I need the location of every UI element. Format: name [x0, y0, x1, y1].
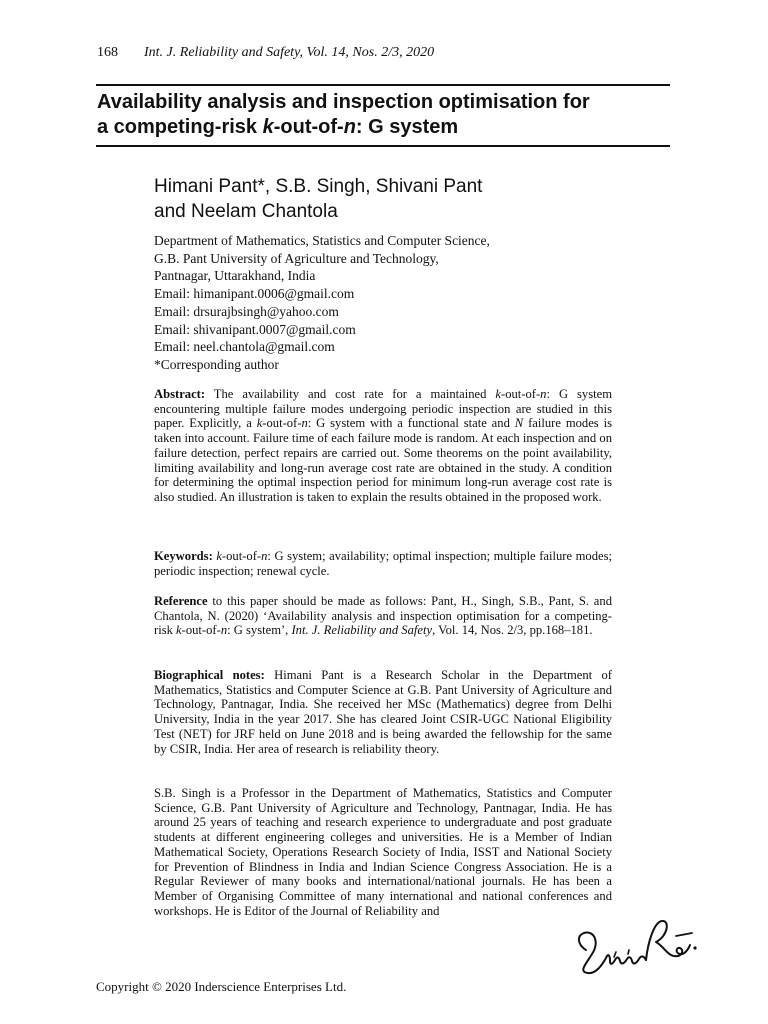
reference-citation: Reference to this paper should be made as follows: Pant, H., Singh, S.B., Pant, S. and Chantola, N. (2020) ‘Availability analysis and inspection optimisation for a competing-risk k-out-of-n: G system’, Int. J. Reliability and Safety, Vol. 14, Nos. 2/3, pp.168–181.: [154, 594, 612, 638]
page-number: 168: [97, 45, 118, 60]
author-email: Email: himanipant.0006@gmail.com: [154, 286, 355, 302]
bio-label: Biographical notes:: [154, 668, 265, 682]
biographical-notes: Biographical notes: Himani Pant is a Research Scholar in the Department of Mathematics, Statistics and Computer Science at G.B. Pant University of Agriculture and Technology, Pantnagar, India. She received her MSc (Mathematics) degree from Delhi University, India in the year 2017. She has cleared Joint CSIR-UGC National Eligibility Test (NET) for JRF held on June 2018 and is being awarded the fellowship for the same by CSIR, India. Her area of research is reliability theory.: [154, 668, 612, 756]
biographical-notes-continued: S.B. Singh is a Professor in the Department of Mathematics, Statistics and Computer Science, G.B. Pant University of Agriculture and Technology, Pantnagar, India. He has around 25 years of teaching and research experience to undergraduate and post graduate students at different engineering colleges and universities. He is a Member of Indian Mathematical Society, Operations Research Society of India, ISST and National Society for Prevention of Blindness in India and Indian Science Congress Association. He is a Regular Reviewer of many books and international/national journals. He has been a Member of Organising Committee of many international and national conferences and workshops. He is Editor of the Journal of Reliability and: [154, 786, 612, 918]
author-email: Email: neel.chantola@gmail.com: [154, 339, 335, 355]
author-list: Himani Pant*, S.B. Singh, Shivani Pant and Neelam Chantola: [154, 176, 483, 222]
running-head: [97, 45, 434, 61]
author-email: Email: shivanipant.0007@gmail.com: [154, 321, 356, 337]
paper-title: Availability analysis and inspection optimisation for a competing-risk k-out-of-n: G system: [97, 91, 590, 138]
affiliation-department: Department of Mathematics, Statistics and Computer Science,: [154, 233, 490, 248]
corresponding-author-note: *Corresponding author: [154, 356, 279, 372]
handwritten-signature: [572, 912, 702, 982]
copyright-notice: Copyright © 2020 Inderscience Enterprises Ltd.: [96, 979, 347, 994]
journal-citation: Int. J. Reliability and Safety, Vol. 14, Nos. 2/3, 2020: [144, 45, 435, 60]
reference-label: Reference: [154, 594, 208, 608]
abstract: Abstract: The availability and cost rate for a maintained k-out-of-n: G system encountering multiple failure modes undergoing periodic inspection are studied in this paper. Explicitly, a k-out-of-n: G system with a functional state and N failure modes is taken into account. Failure time of each failure mode is random. At each inspection and on failure detection, perfect repairs are carried out. Some theorems on the point availability, limiting availability and long-run average cost rate are obtained in the study. A condition for determining the optimal inspection period for minimum long-run average cost rate is also studied. An illustration is taken to explain the results obtained in the proposed work.: [154, 387, 612, 504]
title-line-1: Availability analysis and inspection optimisation for: [97, 91, 590, 113]
affiliation-block: [154, 232, 490, 374]
author-email: Email: drsurajbsingh@yahoo.com: [154, 303, 339, 319]
title-bottom-rule: [96, 145, 670, 147]
keywords: Keywords: k-out-of-n: G system; availability; optimal inspection; multiple failure modes; periodic inspection; renewal cycle.: [154, 549, 612, 578]
affiliation-location: Pantnagar, Uttarakhand, India: [154, 268, 316, 284]
abstract-label: Abstract:: [154, 387, 206, 401]
title-top-rule: [96, 84, 670, 86]
affiliation-university: G.B. Pant University of Agriculture and Technology,: [154, 250, 439, 266]
keywords-label: Keywords:: [154, 549, 213, 563]
